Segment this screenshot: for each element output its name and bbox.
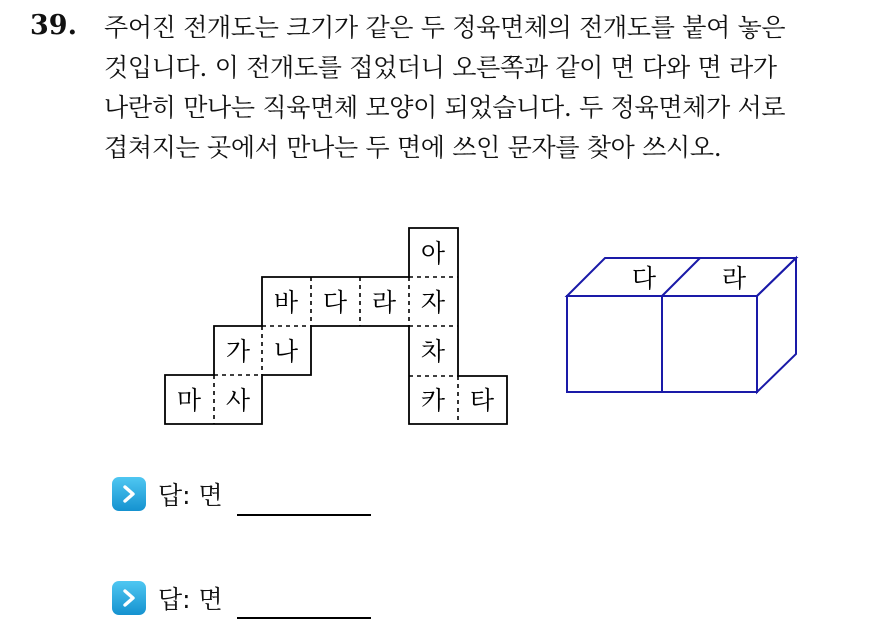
question-number: 39. [30,10,77,41]
answer-row [112,578,223,618]
net-face-label: 가 [225,337,251,366]
cuboid-top-label: 라 [721,264,747,293]
chevron-right-icon [112,477,146,511]
cuboid-figure [567,258,796,392]
question-line: 것입니다. 이 전개도를 접었더니 오른쪽과 같이 면 다와 면 라가 [104,53,777,82]
question-line: 겹쳐지는 곳에서 만나는 두 면에 쓰인 문자를 찾아 쓰시오. [104,133,722,162]
cuboid-right-face [757,258,796,392]
net-face-label: 카 [420,386,446,415]
answer-label: 답: 면 [158,585,223,614]
net-face-label: 라 [371,288,397,317]
cuboid-top-label: 다 [631,264,657,293]
net-face-label: 마 [176,386,202,415]
cuboid-top-divider [662,258,700,296]
question-line: 나란히 만나는 직육면체 모양이 되었습니다. 두 정육면체가 서로 [104,93,786,122]
net-face-label: 차 [420,337,446,366]
net-face-label: 사 [225,386,251,415]
cube-net [165,228,507,424]
answer-label: 답: 면 [158,481,223,510]
net-face-label: 다 [322,288,348,317]
answer-blank[interactable] [237,514,371,516]
net-face-label: 아 [420,239,446,268]
net-face-label: 자 [420,288,446,317]
chevron-right-icon [112,581,146,615]
net-face-label: 바 [273,288,299,317]
answer-blank[interactable] [237,617,371,619]
net-face-label: 나 [273,337,299,366]
net-outline [165,228,507,424]
question-line: 주어진 전개도는 크기가 같은 두 정육면체의 전개도를 붙여 놓은 [104,13,786,42]
net-face-label: 타 [469,386,495,415]
answer-row [112,474,223,514]
